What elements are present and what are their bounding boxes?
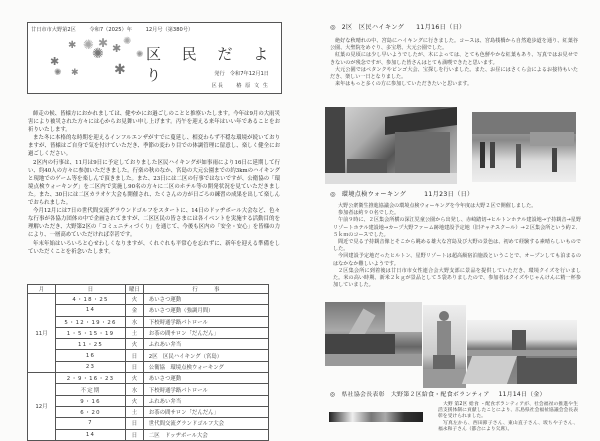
issue-date: 発行 令和7年12月1日 — [214, 71, 269, 77]
table-row — [28, 418, 269, 429]
table-row — [28, 327, 269, 338]
day-cell: 不定期 — [56, 384, 126, 395]
masthead: 廿日市市大野第2区 令和7（2025）年 12月号（第380号） ✱ ✺ ✱ ✺ ✱ ✺ ✱ ✺ ✱ ✱ ✺ 区 民 だ よ り 発行 令和7年12月1日 区長 椿 原 文 生 — [27, 22, 282, 94]
event-cell: あいさつ運動 — [143, 294, 268, 305]
weekday-cell: 金 — [126, 305, 144, 316]
article-title: 環境点検ウォーキング — [341, 191, 407, 198]
photo-waterfront — [467, 320, 577, 384]
day-cell: 7 — [56, 418, 126, 429]
intro-greeting — [28, 110, 280, 256]
article-paragraph: 大野 第2区 給食 ・配食ボランティアが、社会福祉の推進や生活支援体制に貢献したことにより、広島県社会福祉協議会会長表彰を受けられました。 — [438, 402, 578, 420]
article-hiking-heading — [330, 22, 466, 31]
table-row — [28, 429, 269, 440]
table-row — [28, 373, 269, 384]
weekday-cell: 水 — [126, 316, 144, 327]
table-row — [28, 305, 269, 316]
intro-paragraph: また冬に本格的な時期を迎えるインフルエンザがすでに蔓延し、相変わらず不穏な環境が続いておりますが、皆様はご自身で気を付けていただき、季節の変わり目での体調管理に留意し、楽しく健全にお過ごしください。 — [28, 135, 280, 158]
weekday-cell: 火 — [126, 395, 144, 406]
intro-paragraph: 年末年始はいろいろと心せわしくなりますが、くれぐれも平常心を忘れずに、新年を迎える準備をしていただくことを祈念いたします。 — [28, 240, 280, 255]
table-row — [28, 384, 269, 395]
event-cell: ふれあい弁当 — [143, 339, 268, 350]
intro-paragraph: 師走の候、皆様方におかれましては、健やかにお過ごしのことと推察いたします。今年は9月の大雨災害により被災された方々には心からお見舞い申し上げます。丙午を迎える来年はいい年であることをお祈りいたします。 — [28, 111, 280, 134]
event-cell: ふれあい弁当 — [143, 395, 268, 406]
header-day: 日 — [56, 285, 126, 294]
day-cell: 6・20 — [56, 406, 126, 417]
event-cell: 2区 区民ハイキング（宮島） — [143, 350, 268, 361]
district-chief: 区長 椿 原 文 生 — [211, 83, 269, 89]
event-cell: あいさつ運動 — [143, 373, 268, 384]
weekday-cell: 火 — [126, 373, 144, 384]
article-award-body — [438, 402, 578, 433]
article-hiking-body — [330, 38, 578, 88]
event-cell: 世代間交流グランドゴルフ大会 — [143, 418, 268, 429]
event-cell: 二区 ドッヂボール大会 — [143, 429, 268, 440]
table-row — [28, 350, 269, 361]
event-cell: あいさつ運動（強調月間） — [143, 305, 268, 316]
event-cell: 下校時通学路パトロール — [143, 384, 268, 395]
header-weekday: 曜日 — [126, 285, 144, 294]
intro-paragraph: 今月12月には7日の世代間交流グラウンドゴルフをスタートに、14日のドッヂボール大会など、色々な行事が各協力団体の中で企画されてますが、二区区民の皆さまには各イベントを実施する活動目的を理解いただき、大野第2区の「コミュニティづくり」を通じて、今後も区内の「安全・安心」を皆様の力により、一層高めていただければ幸甚です。 — [28, 208, 280, 239]
article-paragraph: 大野公衆衛生推進協議会の環境点検ウォーキングを今年度は大野２区で開催しました。 — [338, 203, 537, 209]
header-month: 月 — [28, 285, 56, 294]
weekday-cell: 火 — [126, 339, 144, 350]
month-cell: 11月 — [28, 294, 56, 373]
article-paragraph: ２区集会所に到着後は廿日市市女性連合会大野支部に景品を提供していただき、環境クイズを行いました。米の高い時期、新米２ｋｇが景品として５袋ありましたので、参加者はクイズやじゃんけんに精一杯参加していました。 — [333, 267, 581, 289]
bullet-icon: ◎ — [330, 24, 336, 31]
event-cell: 公衛協 環境点検ウォーキング — [143, 361, 268, 372]
weekday-cell: 土 — [126, 406, 144, 417]
table-row — [28, 339, 269, 350]
bullet-icon: ◎ — [330, 392, 336, 398]
table-row — [28, 395, 269, 406]
day-cell: 23 — [56, 361, 126, 372]
masthead-org: 廿日市市大野第2区 — [31, 27, 76, 33]
photo-hiking-shrine — [325, 107, 457, 184]
article-paragraph: 来年はもっと多くの方に参加していただきたいと思います。 — [335, 81, 473, 88]
article-paragraph: 今回建設予定地だったヒルトン、星野リゾートは超高級宿泊施設ということで、オープンしても泊まるのはなかなか難しいようです。 — [333, 253, 581, 267]
day-cell: 16 — [56, 350, 126, 361]
day-cell: 4・18・25 — [56, 294, 126, 305]
day-cell: 14 — [56, 305, 126, 316]
article-paragraph: 大元公園ではペタンクやビンゴ大会、宝探しを行いました。また、お昼にはさくら会によるお接待もいただき、楽しい一日となりました。 — [330, 66, 578, 81]
weekday-cell: 水 — [126, 384, 144, 395]
month-cell: 12月 — [28, 373, 56, 441]
weekday-cell: 土 — [126, 327, 144, 338]
photo-walking-group — [325, 302, 422, 366]
article-paragraph: 参加者は約９０名でした。 — [338, 210, 400, 217]
weekday-cell: 日 — [126, 350, 144, 361]
day-cell: 5・12・19・26 — [56, 316, 126, 327]
event-cell: お茶の間サロン「だんだん」 — [143, 327, 268, 338]
article-title: 2区 区民ハイキング — [341, 24, 405, 31]
day-cell: 11・25 — [56, 339, 126, 350]
masthead-issue: 12月号（第380号） — [145, 27, 194, 33]
newsletter-title: 区 民 だ よ り — [146, 45, 277, 84]
day-cell: 9・16 — [56, 395, 126, 406]
weekday-cell: 日 — [126, 361, 144, 372]
table-row — [28, 316, 269, 327]
table-header-row — [28, 285, 269, 294]
article-paragraph: 絶好な秋晴れの中、宮島にハイキングに行きました。コースは、宮島桟橋から自然遊歩道を通り、紅葉谷公園、大聖院をめぐり、多宝塔、大元公園でした。 — [330, 38, 578, 52]
bullet-icon: ◎ — [330, 191, 336, 198]
left-page — [0, 0, 300, 439]
article-title: 県社協会長表彰 大野第２区給食・配食ボランティア — [341, 392, 490, 398]
photo-hiking-park — [472, 112, 576, 182]
article-walking-body — [333, 203, 581, 289]
weekday-cell: 日 — [126, 418, 144, 429]
masthead-header-line — [31, 26, 205, 33]
article-date: 11月14日（金） — [498, 392, 546, 398]
article-walking-heading — [330, 189, 474, 198]
article-award-heading — [330, 389, 546, 398]
table-row — [28, 406, 269, 417]
event-cell: 下校時通学路パトロール — [143, 316, 268, 327]
weekday-cell: 日 — [126, 429, 144, 440]
masthead-year: 令和7（2025）年 — [89, 27, 132, 33]
day-cell: 1・5・15・19 — [56, 327, 126, 338]
day-cell: 14 — [56, 429, 126, 440]
article-date: 11月16日（日） — [416, 24, 466, 31]
article-date: 11月23日（日） — [424, 191, 474, 198]
day-cell: 2・9・16・23 — [56, 373, 126, 384]
article-paragraph: 紅葉の見頃には少し早いようでしたが、木によっては、とても色鮮やかな紅葉もあり、写真ではお見せできないのが残念ですが、参加した皆さんはとても満喫できたと思います。 — [330, 52, 578, 66]
intro-paragraph: 2区内の行事は、11月は9日に予定しておりました区民ハイキングが如事雨により16日に延期して行い、約40人の方々に参加いただきました。行楽の秋のなか、宮島の大元公園までの約3kmのハイキングと現地でのゲーム等を楽しんで頂きました。また、23日には二区の行事ではないですが、公衛協の「環境点検ウォーキング」を二区内で実施し90名の方々に二区のホテル等の開発状況を見ていただきました。また、30日には二区カラオケ大会も開催され、たくさんの方が日ごろの練習の成果を出して楽しんでおられました。 — [28, 159, 280, 207]
header-event: 行 事 — [143, 285, 268, 294]
photo-award-volunteers — [329, 412, 423, 422]
event-schedule-table — [27, 284, 269, 441]
table-row — [28, 361, 269, 372]
table-row — [28, 294, 269, 305]
article-paragraph: 写真左から、西田節子さん、東山直子さん、坂ちや子さん、福永和子さん（都合により欠席）。 — [438, 420, 578, 432]
weekday-cell: 火 — [126, 294, 144, 305]
article-paragraph: 間近で見る子持観音像とそこから眺める雄大な宮島及び大野の景色は、初めて経験する素晴らしいものでした。 — [333, 239, 581, 253]
photo-kannon-statue — [423, 305, 466, 388]
article-paragraph: 午前９時に、２区集会所横の深江児童公園から出発し、赤崎踏切→ヒルトンホテル建設地→子持観音→星野リゾートホテル建設地→カープ大野ファーム跡地建設予定地（旧チャチスクール）→２区集会所という約２．５ｋｍのコースでした。 — [333, 217, 581, 238]
event-cell: お茶の間サロン「だんだん」 — [143, 406, 268, 417]
